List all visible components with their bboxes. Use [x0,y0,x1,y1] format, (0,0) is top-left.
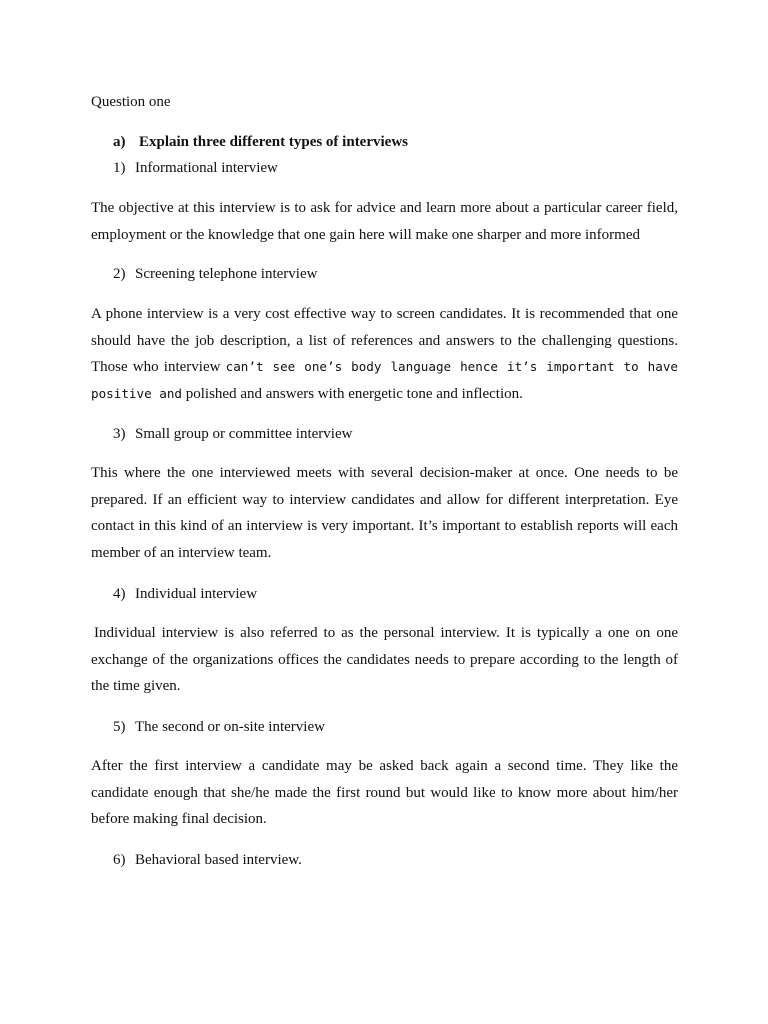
list-item-title: Screening telephone interview [135,266,318,282]
list-item-title: The second or on-site interview [135,719,325,735]
list-item-heading [113,159,278,177]
sub-question [113,133,408,151]
list-item-title: Behavioral based interview. [135,852,302,868]
list-item-title: Individual interview [135,586,258,602]
list-item-heading [113,585,257,603]
list-item-title: Small group or committee interview [135,426,353,442]
question-title: Question one [91,94,171,110]
list-item-title: Informational interview [135,160,278,176]
sub-question-text: Explain three different types of interviews [139,134,408,150]
list-item-number: 3) [113,426,126,442]
list-item-heading [113,718,325,736]
list-item-number: 1) [113,160,126,176]
body-text-part1: A phone interview is a very cost effective way to screen candidates. It is recommended that one should have the job description, a list of references and answers to the challenging questions. Those who interview [91,306,678,375]
body-text-part3: polished and answers with energetic tone and inflection. [182,385,523,402]
list-item-number: 5) [113,719,126,735]
list-item-number: 4) [113,586,126,602]
list-item-body: After the first interview a candidate may be asked back again a second time. They like the candidate enough that she/he made the first round but would like to know more about him/her before making final decision. [91,758,678,827]
list-item-number: 6) [113,852,126,868]
body-text-part2: can’t see one’s body language hence it’s important to have positive and [91,359,679,401]
list-item-heading [113,425,352,443]
sub-question-marker: a) [113,134,126,150]
list-item-heading [113,851,302,869]
list-item-heading [113,265,317,283]
list-item-number: 2) [113,266,126,282]
list-item-body [91,301,678,407]
list-item-body: The objective at this interview is to ask for advice and learn more about a particular career field, employment or the knowledge that one gain here will make one sharper and more informed [91,200,678,243]
list-item-body: This where the one interviewed meets with several decision-maker at once. One needs to be prepared. If an efficient way to interview candidates and allow for different interpretation. Eye contact in this kind of an interview is very important. It’s important to establish reports will each member of an interview team. [91,465,678,561]
list-item-body: Individual interview is also referred to as the personal interview. It is typically a one on one exchange of the organizations offices the candidates needs to prepare according to the length of the time given. [91,625,678,694]
